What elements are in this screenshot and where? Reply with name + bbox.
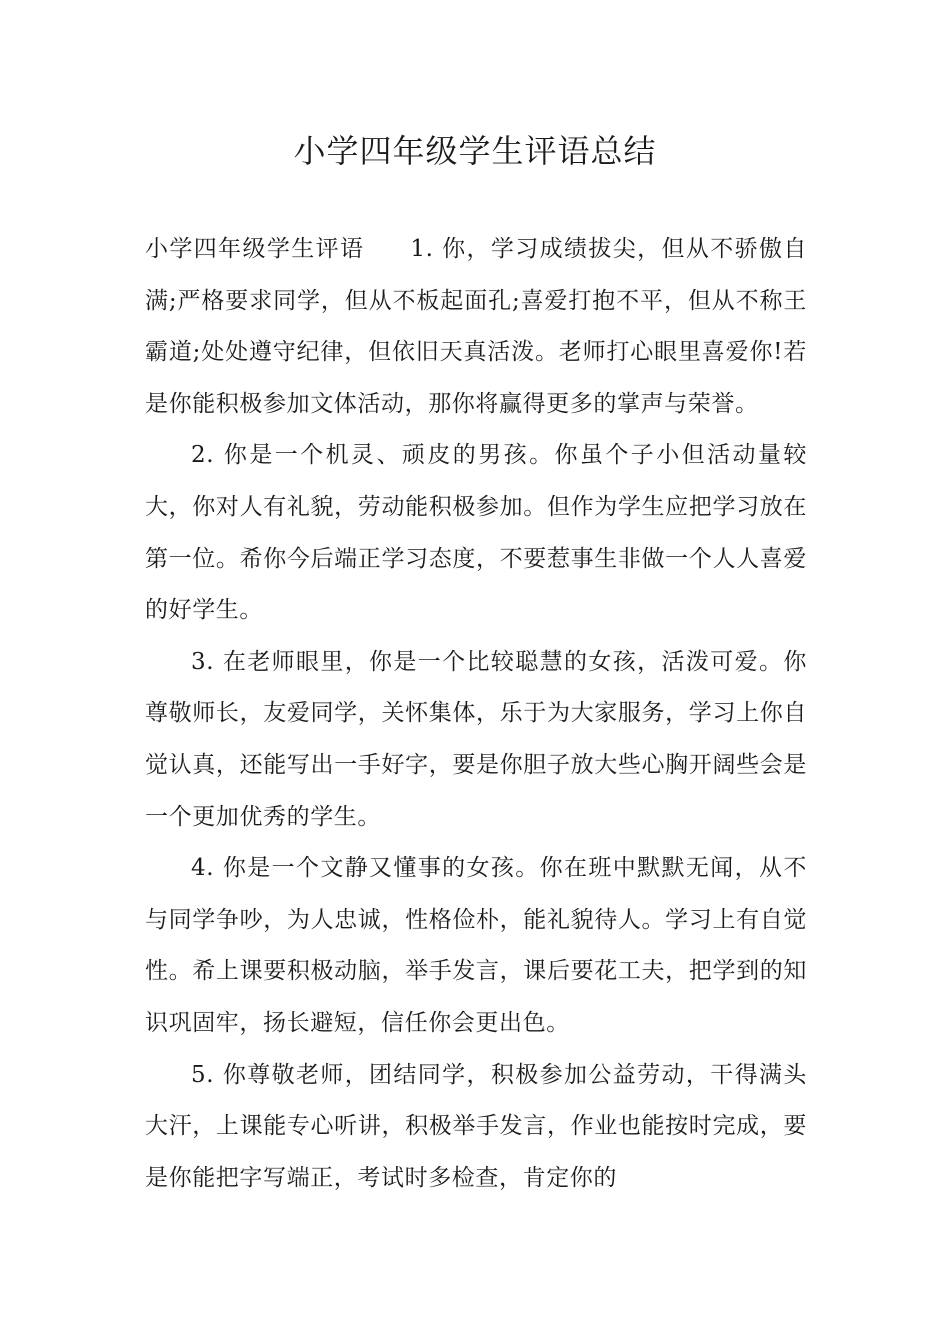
paragraph-1-text: 1. 你，学习成绩拔尖，但从不骄傲自满;严格要求同学，但从不板起面孔;喜爱打抱不平，但从不称王霸道;处处遵守纪律，但依旧天真活泼。老师打心眼里喜爱你!若是你能积极参加文体活动，那你将赢得更多的掌声与荣誉。 [145, 236, 807, 417]
paragraph-2: 2. 你是一个机灵、顽皮的男孩。你虽个子小但活动量较大，你对人有礼貌，劳动能积极参加。但作为学生应把学习放在第一位。希你今后端正学习态度，不要惹事生非做一个人人喜爱的好学生。 [145, 442, 807, 624]
paragraph-5: 5. 你尊敬老师，团结同学，积极参加公益劳动，干得满头大汗，上课能专心听讲，积极举手发言，作业也能按时完成，要是你能把字写端正，考试时多检查，肯定你的 [145, 1061, 807, 1191]
paragraph-1 [145, 224, 807, 430]
paragraph-3: 3. 在老师眼里，你是一个比较聪慧的女孩，活泼可爱。你尊敬师长，友爱同学，关怀集体，乐于为大家服务，学习上你自觉认真，还能写出一手好字，要是你胆子放大些心胸开阔些会是一个更加优秀的学生。 [145, 648, 807, 830]
document-body [145, 224, 807, 1204]
page-title: 小学四年级学生评语总结 [293, 132, 657, 170]
paragraph-4: 4. 你是一个文静又懂事的女孩。你在班中默默无闻，从不与同学争吵，为人忠诚，性格俭朴，能礼貌待人。学习上有自觉性。希上课要积极动脑，举手发言，课后要花工夫，把学到的知识巩固牢，扬长避短，信任你会更出色。 [145, 855, 807, 1036]
intro-heading: 小学四年级学生评语 [145, 236, 365, 262]
